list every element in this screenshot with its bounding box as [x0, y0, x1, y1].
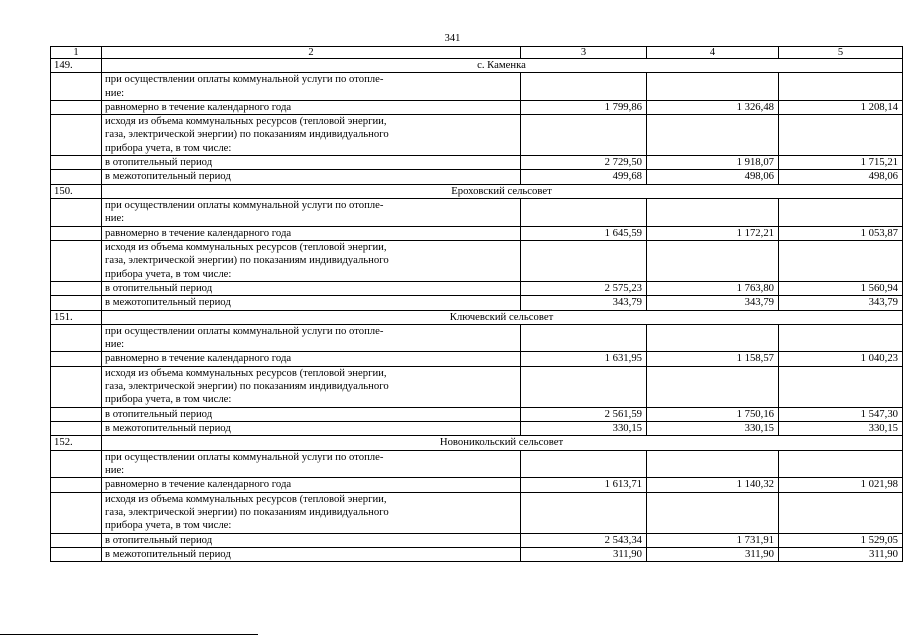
table-row — [51, 226, 903, 240]
table-body — [51, 47, 903, 562]
empty-index-cell — [51, 296, 102, 310]
empty-index-cell — [51, 352, 102, 366]
table-row — [51, 352, 903, 366]
value-cell-col4 — [647, 324, 779, 352]
group-header-row — [51, 184, 903, 198]
table-row — [51, 73, 903, 101]
value-cell-col5: 1 547,30 — [779, 407, 903, 421]
table-row — [51, 240, 903, 281]
value-cell-col5 — [779, 324, 903, 352]
value-cell-col3: 2 729,50 — [521, 156, 647, 170]
value-cell-col3: 2 561,59 — [521, 407, 647, 421]
row-label: в межотопительный период — [102, 170, 521, 184]
table-row — [51, 407, 903, 421]
column-header-5: 5 — [779, 47, 903, 59]
table-row — [51, 547, 903, 561]
value-cell-col3 — [521, 115, 647, 156]
table-row — [51, 366, 903, 407]
row-label: исходя из объема коммунальных ресурсов (тепловой энергии, газа, электрической энергии) по показаниям индивидуального прибора учета, в том числе: — [102, 492, 521, 533]
value-cell-col4: 330,15 — [647, 422, 779, 436]
page-number: 341 — [444, 33, 461, 44]
value-cell-col3 — [521, 240, 647, 281]
value-cell-col5: 1 715,21 — [779, 156, 903, 170]
value-cell-col5: 1 040,23 — [779, 352, 903, 366]
value-cell-col4: 1 731,91 — [647, 533, 779, 547]
value-cell-col4: 1 763,80 — [647, 281, 779, 295]
value-cell-col3 — [521, 199, 647, 227]
value-cell-col3: 499,68 — [521, 170, 647, 184]
group-header-row — [51, 436, 903, 450]
column-header-1: 1 — [51, 47, 102, 59]
row-label: исходя из объема коммунальных ресурсов (тепловой энергии, газа, электрической энергии) по показаниям индивидуального прибора учета, в том числе: — [102, 366, 521, 407]
value-cell-col3 — [521, 73, 647, 101]
value-cell-col5 — [779, 115, 903, 156]
row-label: при осуществлении оплаты коммунальной услуги по отопле- ние: — [102, 73, 521, 101]
value-cell-col4: 1 326,48 — [647, 100, 779, 114]
empty-index-cell — [51, 547, 102, 561]
group-index: 151. — [51, 310, 102, 324]
row-label: исходя из объема коммунальных ресурсов (тепловой энергии, газа, электрической энергии) по показаниям индивидуального прибора учета, в том числе: — [102, 240, 521, 281]
empty-index-cell — [51, 407, 102, 421]
empty-index-cell — [51, 533, 102, 547]
group-name: Ероховский сельсовет — [102, 184, 903, 198]
value-cell-col3: 343,79 — [521, 296, 647, 310]
empty-index-cell — [51, 492, 102, 533]
group-index: 150. — [51, 184, 102, 198]
empty-index-cell — [51, 324, 102, 352]
row-label: равномерно в течение календарного года — [102, 352, 521, 366]
value-cell-col3: 311,90 — [521, 547, 647, 561]
value-cell-col5: 1 560,94 — [779, 281, 903, 295]
value-cell-col5 — [779, 73, 903, 101]
value-cell-col3 — [521, 450, 647, 478]
group-index: 149. — [51, 59, 102, 73]
value-cell-col5 — [779, 492, 903, 533]
empty-index-cell — [51, 450, 102, 478]
column-number-row — [51, 47, 903, 59]
value-cell-col3: 1 613,71 — [521, 478, 647, 492]
row-label: равномерно в течение календарного года — [102, 478, 521, 492]
column-header-2: 2 — [102, 47, 521, 59]
value-cell-col5 — [779, 366, 903, 407]
value-cell-col4 — [647, 115, 779, 156]
value-cell-col5: 343,79 — [779, 296, 903, 310]
row-label: в отопительный период — [102, 281, 521, 295]
value-cell-col3 — [521, 324, 647, 352]
value-cell-col3: 1 631,95 — [521, 352, 647, 366]
table-row — [51, 281, 903, 295]
empty-index-cell — [51, 281, 102, 295]
table-row — [51, 115, 903, 156]
group-header-row — [51, 59, 903, 73]
table-row — [51, 533, 903, 547]
value-cell-col3: 330,15 — [521, 422, 647, 436]
column-header-3: 3 — [521, 47, 647, 59]
value-cell-col4: 343,79 — [647, 296, 779, 310]
value-cell-col3 — [521, 492, 647, 533]
value-cell-col4: 1 172,21 — [647, 226, 779, 240]
value-cell-col5 — [779, 199, 903, 227]
table-row — [51, 492, 903, 533]
value-cell-col5: 498,06 — [779, 170, 903, 184]
value-cell-col4 — [647, 199, 779, 227]
value-cell-col3: 1 799,86 — [521, 100, 647, 114]
row-label: при осуществлении оплаты коммунальной услуги по отопле- ние: — [102, 324, 521, 352]
table-row — [51, 100, 903, 114]
value-cell-col4 — [647, 73, 779, 101]
value-cell-col3 — [521, 366, 647, 407]
empty-index-cell — [51, 115, 102, 156]
empty-index-cell — [51, 478, 102, 492]
value-cell-col4: 1 918,07 — [647, 156, 779, 170]
row-label: в отопительный период — [102, 156, 521, 170]
group-name: с. Каменка — [102, 59, 903, 73]
footnote-separator — [0, 634, 258, 635]
value-cell-col4 — [647, 492, 779, 533]
value-cell-col3: 2 575,23 — [521, 281, 647, 295]
row-label: в межотопительный период — [102, 422, 521, 436]
empty-index-cell — [51, 199, 102, 227]
value-cell-col3: 2 543,34 — [521, 533, 647, 547]
empty-index-cell — [51, 422, 102, 436]
group-name: Новоникольский сельсовет — [102, 436, 903, 450]
empty-index-cell — [51, 156, 102, 170]
row-label: в отопительный период — [102, 533, 521, 547]
value-cell-col4: 1 140,32 — [647, 478, 779, 492]
value-cell-col5 — [779, 450, 903, 478]
row-label: при осуществлении оплаты коммунальной услуги по отопле- ние: — [102, 199, 521, 227]
value-cell-col3: 1 645,59 — [521, 226, 647, 240]
table-row — [51, 170, 903, 184]
group-index: 152. — [51, 436, 102, 450]
group-header-row — [51, 310, 903, 324]
value-cell-col5: 1 529,05 — [779, 533, 903, 547]
empty-index-cell — [51, 170, 102, 184]
row-label: равномерно в течение календарного года — [102, 100, 521, 114]
value-cell-col4 — [647, 366, 779, 407]
value-cell-col5: 1 053,87 — [779, 226, 903, 240]
empty-index-cell — [51, 100, 102, 114]
table-row — [51, 478, 903, 492]
row-label: исходя из объема коммунальных ресурсов (тепловой энергии, газа, электрической энергии) по показаниям индивидуального прибора учета, в том числе: — [102, 115, 521, 156]
empty-index-cell — [51, 366, 102, 407]
value-cell-col4: 1 750,16 — [647, 407, 779, 421]
value-cell-col5 — [779, 240, 903, 281]
value-cell-col4: 311,90 — [647, 547, 779, 561]
empty-index-cell — [51, 73, 102, 101]
value-cell-col4 — [647, 450, 779, 478]
table-row — [51, 199, 903, 227]
table-row — [51, 422, 903, 436]
value-cell-col5: 1 021,98 — [779, 478, 903, 492]
empty-index-cell — [51, 240, 102, 281]
value-cell-col4 — [647, 240, 779, 281]
row-label: в межотопительный период — [102, 296, 521, 310]
value-cell-col5: 330,15 — [779, 422, 903, 436]
table-row — [51, 324, 903, 352]
value-cell-col4: 1 158,57 — [647, 352, 779, 366]
row-label: в отопительный период — [102, 407, 521, 421]
table-row — [51, 450, 903, 478]
row-label: в межотопительный период — [102, 547, 521, 561]
tariff-table — [50, 46, 903, 562]
group-name: Ключевский сельсовет — [102, 310, 903, 324]
empty-index-cell — [51, 226, 102, 240]
value-cell-col5: 1 208,14 — [779, 100, 903, 114]
value-cell-col5: 311,90 — [779, 547, 903, 561]
column-header-4: 4 — [647, 47, 779, 59]
table-row — [51, 156, 903, 170]
table-row — [51, 296, 903, 310]
row-label: равномерно в течение календарного года — [102, 226, 521, 240]
row-label: при осуществлении оплаты коммунальной услуги по отопле- ние: — [102, 450, 521, 478]
value-cell-col4: 498,06 — [647, 170, 779, 184]
